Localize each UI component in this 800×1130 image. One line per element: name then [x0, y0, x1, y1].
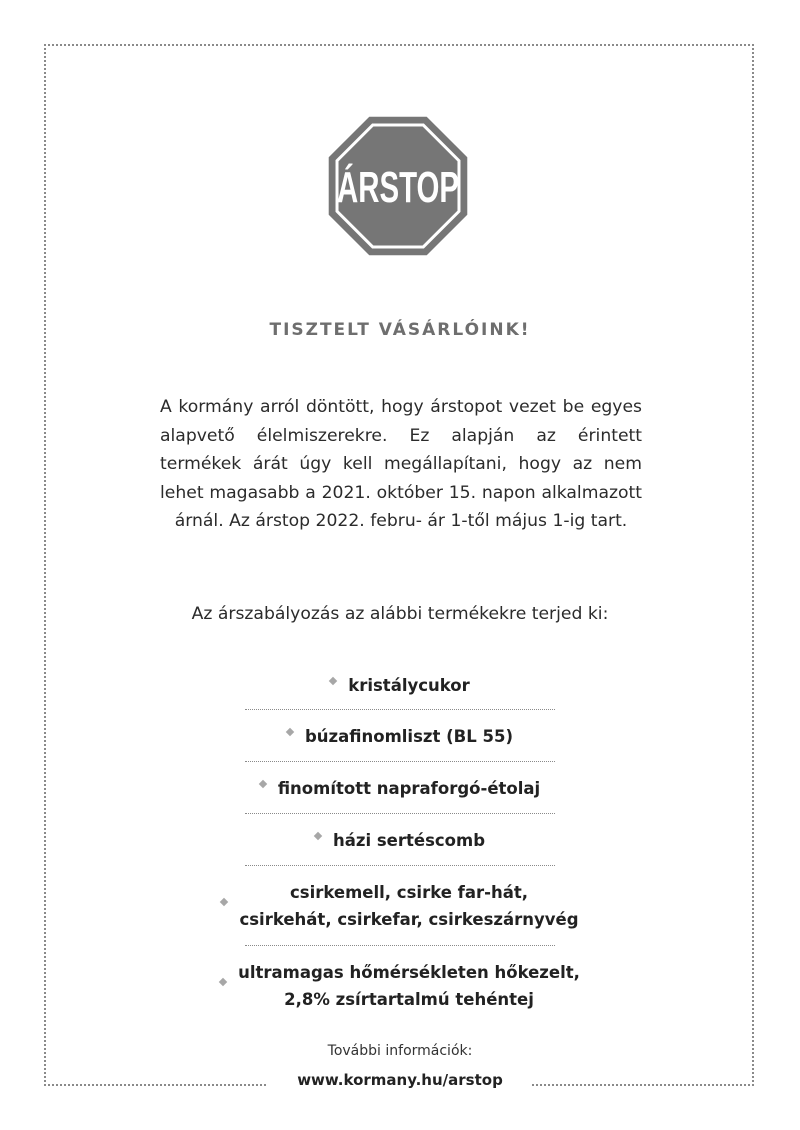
bullet-diamond-icon	[314, 832, 322, 840]
product-item	[200, 710, 600, 762]
intro-line: érintett termékek árát úgy kell megállapítani,	[160, 425, 643, 474]
product-item	[200, 866, 600, 946]
intro-paragraph	[160, 393, 642, 536]
footer-url[interactable]: www.kormany.hu/arstop	[297, 1071, 503, 1089]
product-name: ultramagas hőmérsékleten hőkezelt, 2,8% zsírtartalmú tehéntej	[238, 963, 580, 1009]
product-item	[200, 660, 600, 710]
product-name: csirkemell, csirke far-hát, csirkehát, csirkefar, csirkeszárnyvég	[239, 883, 579, 929]
product-name: kristálycukor	[348, 675, 470, 695]
intro-line: napon alkalmazott árnál. Az árstop 2022. febru-	[174, 482, 642, 531]
product-name: finomított napraforgó-étolaj	[277, 778, 541, 798]
footer-info-label: További információk:	[327, 1043, 473, 1059]
bullet-diamond-icon	[259, 780, 267, 788]
product-list	[200, 660, 600, 1026]
product-name: búzafinomliszt (BL 55)	[304, 726, 514, 746]
page-heading: TISZTELT VÁSÁRLÓINK!	[269, 320, 531, 340]
product-name: házi sertéscomb	[332, 830, 486, 850]
product-item	[200, 946, 600, 1026]
intro-line: A kormány arról döntött, hogy árstopot vezet	[160, 397, 556, 417]
bullet-diamond-icon	[329, 677, 337, 685]
intro-line: be egyes alapvető élelmiszerekre. Ez alapján az	[160, 397, 642, 446]
bullet-diamond-icon	[286, 728, 294, 736]
product-item	[200, 762, 600, 814]
bullet-diamond-icon	[219, 978, 227, 986]
product-item	[200, 814, 600, 866]
intro-line: hogy az nem lehet magasabb a 2021. október 15.	[160, 454, 642, 503]
intro-line: ár 1-től május 1-ig tart.	[427, 511, 628, 531]
logo-text: ÁRSTOP	[337, 163, 520, 212]
arstop-stop-sign-logo	[322, 110, 520, 262]
bullet-diamond-icon	[220, 898, 228, 906]
products-lead: Az árszabályozás az alábbi termékekre terjed ki:	[191, 604, 609, 624]
